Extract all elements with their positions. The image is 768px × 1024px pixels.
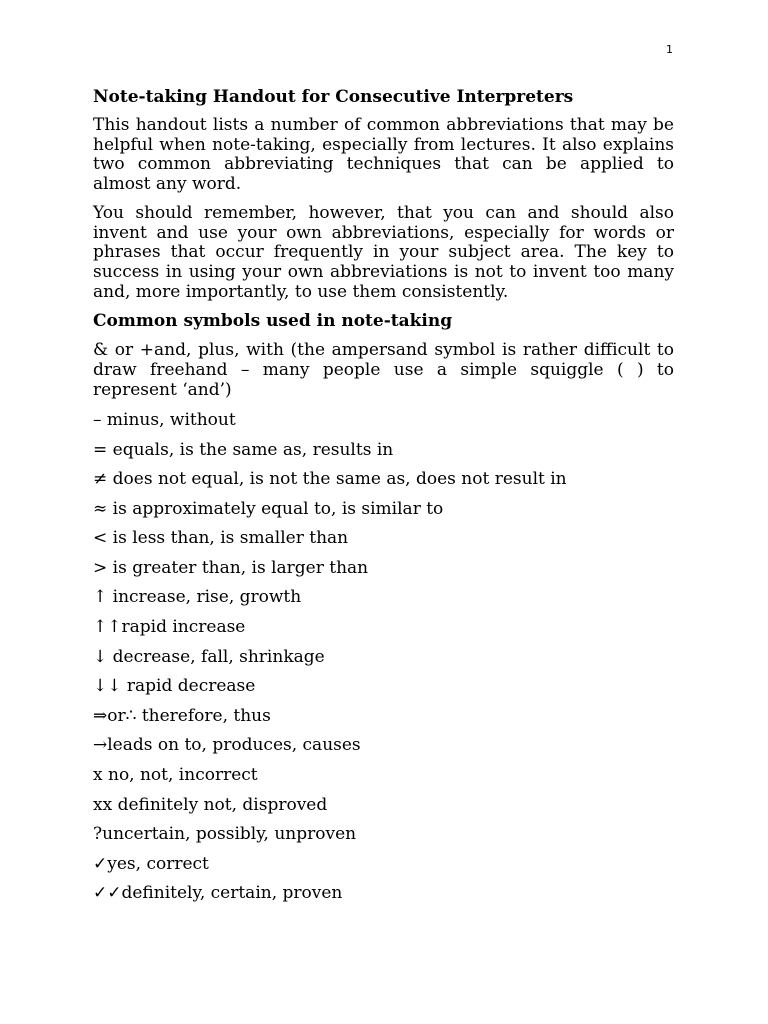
symbol-item-therefore: ⇒or∴ therefore, thus [93, 705, 271, 726]
symbol-item-yes: ✓yes, correct [93, 853, 209, 874]
symbol-item-increase: ↑ increase, rise, growth [93, 587, 302, 608]
symbol-item-rapid-increase: ↑↑rapid increase [93, 617, 246, 638]
symbol-item-leads-to: →leads on to, produces, causes [93, 735, 361, 756]
symbol-item-minus: – minus, without [93, 409, 236, 430]
intro-paragraph: This handout lists a number of common abbreviations that may be helpful when note-taking, especially from lectures. It also explains two common abbreviating techniques that can be applied to almost any word. [93, 115, 674, 195]
symbol-item-definitely-not: xx definitely not, disproved [93, 794, 328, 815]
symbol-item-greater-than: > is greater than, is larger than [93, 557, 369, 578]
symbol-item-rapid-decrease: ↓↓ rapid decrease [93, 676, 256, 697]
symbol-item-no: x no, not, incorrect [93, 765, 258, 786]
page-number: 1 [666, 43, 673, 56]
document-body [93, 87, 674, 913]
symbol-item-and: & or +and, plus, with (the ampersand symbol is rather difficult to draw freehand – many people use a simple squiggle ( ) to represent ‘and’) [93, 340, 674, 401]
symbol-item-less-than: < is less than, is smaller than [93, 528, 349, 549]
symbol-item-approx: ≈ is approximately equal to, is similar to [93, 498, 444, 519]
symbol-item-decrease: ↓ decrease, fall, shrinkage [93, 646, 325, 667]
advice-paragraph: You should remember, however, that you can and should also invent and use your own abbreviations, especially for words or phrases that occur frequently in your subject area. The key to success in using your own abbreviations is not to invent too many and, more importantly, to use them consistently. [93, 202, 674, 302]
symbol-item-not-equal: ≠ does not equal, is not the same as, does not result in [93, 469, 567, 490]
symbols-list [93, 340, 674, 903]
symbol-item-equals: = equals, is the same as, results in [93, 439, 394, 460]
section-heading: Common symbols used in note-taking [93, 311, 453, 332]
document-title: Note-taking Handout for Consecutive Interpreters [93, 87, 574, 107]
symbol-item-uncertain: ?uncertain, possibly, unproven [93, 824, 357, 845]
symbol-item-definitely: ✓✓definitely, certain, proven [93, 883, 343, 904]
